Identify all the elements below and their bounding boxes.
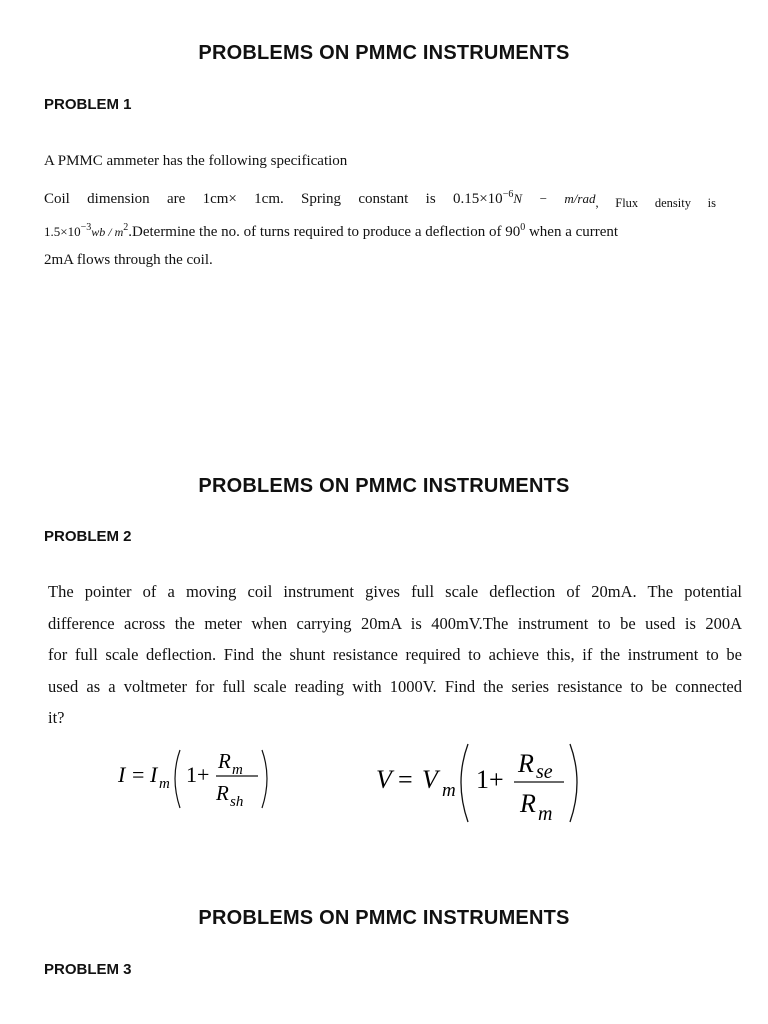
shunt-one: 1+ <box>186 762 210 787</box>
shunt-num: R <box>218 749 231 773</box>
series-v: V <box>422 765 438 794</box>
problem-1-line-2-b: , Flux density is <box>595 196 716 210</box>
shunt-formula-svg <box>112 738 282 818</box>
series-right-paren <box>570 744 577 822</box>
series-v-sub: m <box>442 780 456 801</box>
section-heading-2: PROBLEMS ON PMMC INSTRUMENTS <box>198 475 570 497</box>
problem-1-line-3-b: .Determine the no. of turns required to produce a deflection of 90 <box>128 224 521 240</box>
section-heading-3: PROBLEMS ON PMMC INSTRUMENTS <box>198 907 570 929</box>
problem-2-line-5: it? <box>48 708 65 727</box>
series-den-sub: m <box>538 803 553 825</box>
series-num: R <box>518 749 534 778</box>
problem-1-line-2-a: Coil dimension are 1cm× 1cm. Spring constant is 0.15×10 <box>44 191 503 207</box>
problem-1-line-3-c: when a current <box>525 224 619 240</box>
shunt-lhs: I <box>118 762 126 787</box>
shunt-formula <box>112 738 282 823</box>
series-left-paren <box>461 744 468 822</box>
flux-value: 1.5×10 <box>44 224 81 239</box>
problem-2-line-3: for full scale deflection. Find the shunt resistance required to achieve this, if the instrument to be <box>48 645 742 664</box>
shunt-i: I <box>150 762 158 787</box>
problem-1-line-4: 2mA flows through the coil. <box>44 252 213 268</box>
degree-exponent: 0 <box>520 222 526 233</box>
spring-unit: N − m/rad <box>513 191 596 206</box>
flux-exponent: −3 <box>80 222 92 233</box>
series-num-sub: se <box>536 761 553 783</box>
problem-1-line-2 <box>44 178 716 211</box>
problem-label-2: PROBLEM 2 <box>44 528 132 545</box>
problem-1-line-3 <box>44 211 716 244</box>
problem-2-line-1: The pointer of a moving coil instrument gives full scale deflection of 20mA. The potential <box>48 582 742 601</box>
problem-1-line-1: A PMMC ammeter has the following specification <box>44 153 348 169</box>
problem-label-1: PROBLEM 1 <box>44 96 132 113</box>
shunt-den: R <box>216 781 229 805</box>
series-lhs: V <box>376 765 392 794</box>
shunt-den-sub: sh <box>230 794 244 810</box>
problem-2-line-2: difference across the meter when carrying 20mA is 400mV.The instrument to be used is 200A <box>48 613 742 633</box>
problem-1-text <box>44 145 716 277</box>
series-formula-svg <box>372 736 592 832</box>
series-eq: = <box>398 765 413 794</box>
flux-unit: wb / m <box>91 225 124 239</box>
spring-exponent: −6 <box>502 189 514 200</box>
problem-label-3: PROBLEM 3 <box>44 961 132 978</box>
section-heading-1: PROBLEMS ON PMMC INSTRUMENTS <box>198 42 570 64</box>
shunt-num-sub: m <box>232 762 243 778</box>
shunt-i-sub: m <box>159 776 170 792</box>
problem-2-line-4: used as a voltmeter for full scale reading with 1000V. Find the series resistance to be connected <box>48 676 742 696</box>
series-den: R <box>520 789 536 818</box>
series-formula <box>372 736 592 837</box>
shunt-left-paren <box>175 750 180 808</box>
series-one: 1+ <box>476 765 504 794</box>
shunt-eq: = <box>132 762 145 787</box>
shunt-right-paren <box>262 750 267 808</box>
flux-unit-exponent: 2 <box>123 222 129 233</box>
problem-2-text <box>48 576 742 734</box>
